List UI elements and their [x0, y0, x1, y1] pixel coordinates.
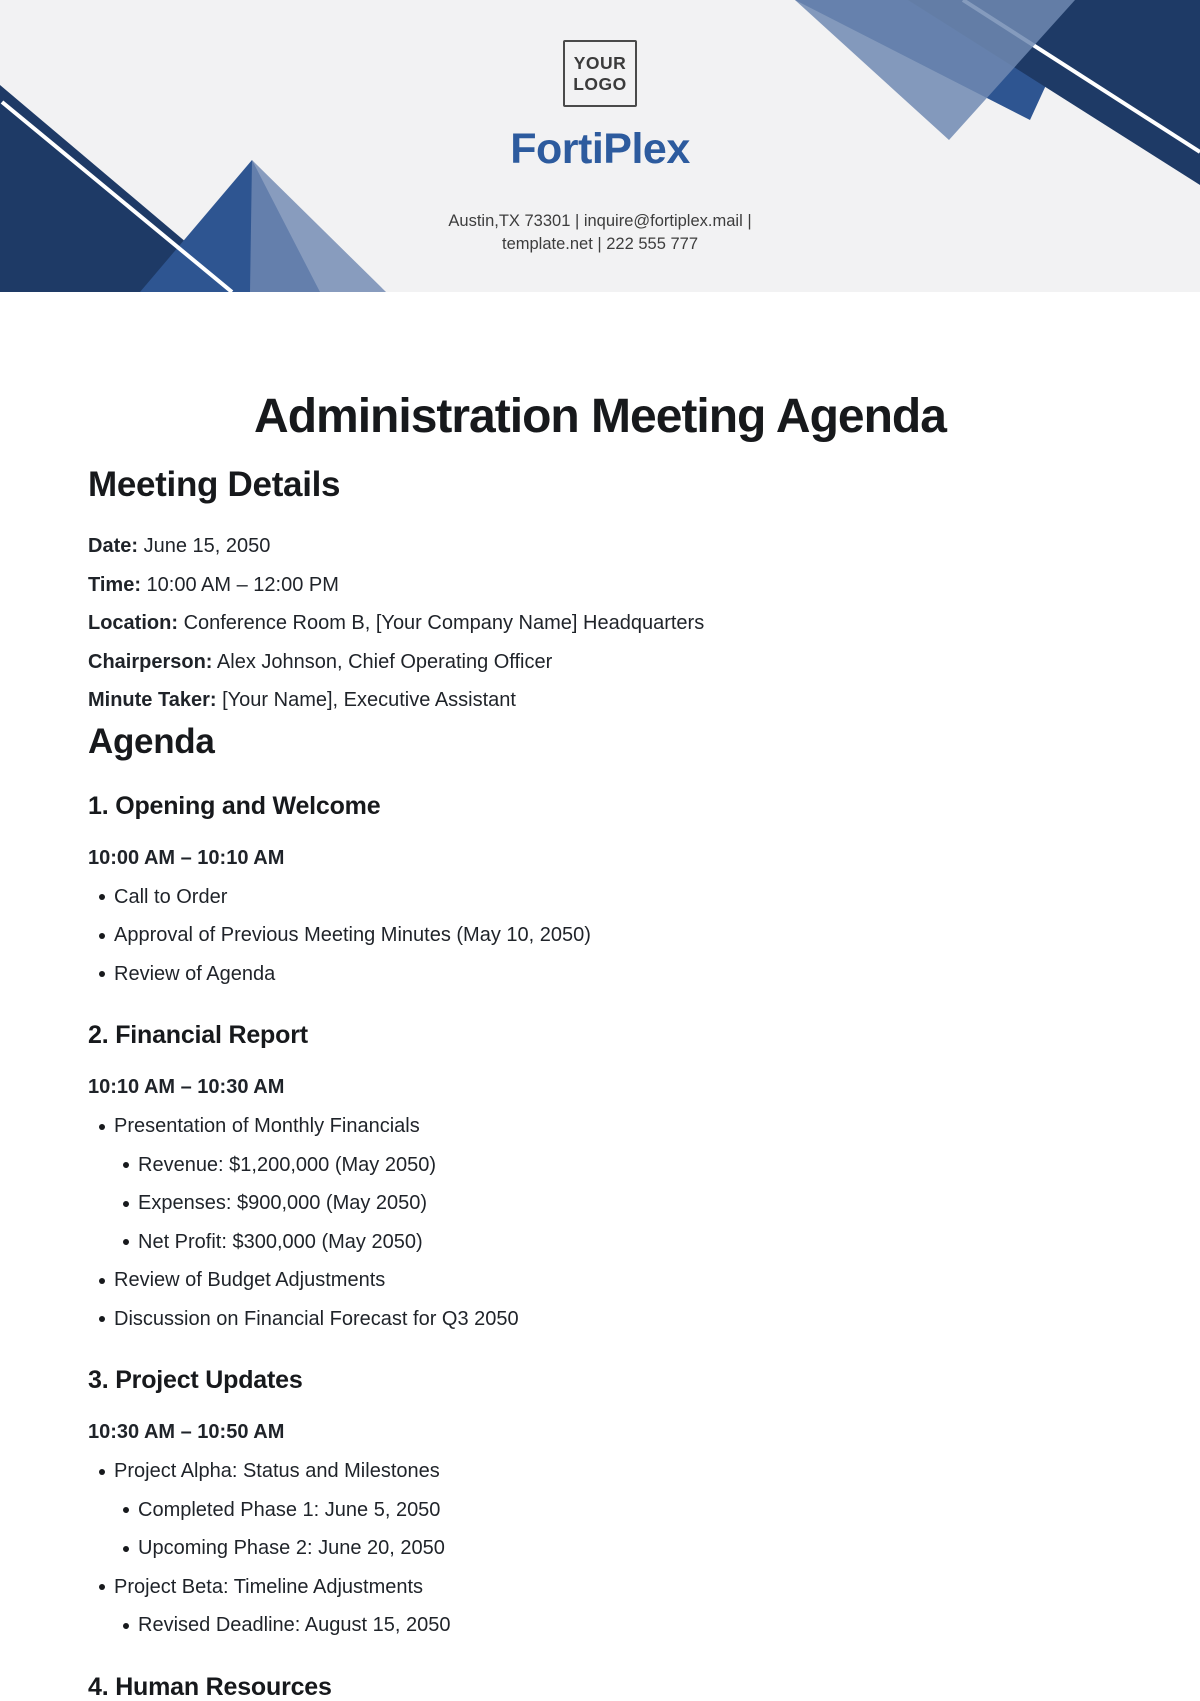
logo-text-line1: YOUR	[573, 52, 627, 73]
agenda-item: Discussion on Financial Forecast for Q3 2050	[88, 1300, 1112, 1339]
meeting-detail-row	[88, 527, 1112, 566]
detail-label: Time:	[88, 573, 141, 596]
detail-value: Conference Room B, [Your Company Name] Headquarters	[183, 612, 705, 634]
detail-value: June 15, 2050	[143, 535, 271, 557]
agenda-item: Net Profit: $300,000 (May 2050)	[88, 1223, 1112, 1262]
agenda-section	[88, 1019, 1112, 1338]
detail-value: 10:00 AM – 12:00 PM	[146, 573, 339, 596]
agenda-item: Upcoming Phase 2: June 20, 2050	[88, 1529, 1112, 1568]
agenda-item: Review of Budget Adjustments	[88, 1261, 1112, 1300]
detail-label: Date:	[88, 535, 139, 557]
detail-label: Chairperson:	[88, 650, 213, 673]
agenda-section	[88, 1671, 1112, 1701]
placeholder-logo	[563, 40, 637, 107]
meeting-details-heading: Meeting Details	[88, 465, 341, 504]
detail-label: Minute Taker:	[88, 689, 217, 711]
detail-label: Location:	[88, 612, 178, 634]
meeting-detail-row	[88, 566, 1112, 605]
agenda-item-list	[88, 1452, 1112, 1645]
contact-info	[0, 210, 1200, 256]
agenda-item-list	[88, 1107, 1112, 1338]
agenda-item: Revenue: $1,200,000 (May 2050)	[88, 1146, 1112, 1185]
agenda-section-time: 10:10 AM – 10:30 AM	[88, 1076, 285, 1098]
agenda-item: Presentation of Monthly Financials	[88, 1107, 1112, 1146]
meeting-detail-row	[88, 604, 1112, 643]
agenda-item: Approval of Previous Meeting Minutes (May 10, 2050)	[88, 916, 1112, 955]
company-name: FortiPlex	[510, 125, 690, 173]
detail-value: Alex Johnson, Chief Operating Officer	[216, 650, 553, 673]
agenda-item: Call to Order	[88, 878, 1112, 917]
agenda-sections	[88, 790, 1112, 1701]
letterhead	[0, 0, 1200, 292]
agenda-item-list	[88, 878, 1112, 994]
logo-text-line2: LOGO	[573, 73, 627, 94]
agenda-item: Project Beta: Timeline Adjustments	[88, 1568, 1112, 1607]
agenda-item: Review of Agenda	[88, 955, 1112, 994]
agenda-section-title: 3. Project Updates	[88, 1366, 303, 1394]
agenda-section-title: 4. Human Resources	[88, 1672, 332, 1701]
meeting-detail-row	[88, 681, 1112, 720]
page-title: Administration Meeting Agenda	[254, 390, 946, 443]
agenda-section	[88, 790, 1112, 994]
agenda-section-time: 10:00 AM – 10:10 AM	[88, 846, 285, 869]
agenda-section-time: 10:30 AM – 10:50 AM	[88, 1421, 285, 1443]
agenda-item: Completed Phase 1: June 5, 2050	[88, 1491, 1112, 1530]
agenda-item: Project Alpha: Status and Milestones	[88, 1452, 1112, 1491]
agenda-item: Expenses: $900,000 (May 2050)	[88, 1184, 1112, 1223]
agenda-section	[88, 1364, 1112, 1645]
contact-line1: Austin,TX 73301 | inquire@fortiplex.mail |	[448, 212, 752, 230]
meeting-details-list	[88, 527, 1112, 720]
detail-value: [Your Name], Executive Assistant	[222, 689, 516, 711]
document-body	[0, 388, 1200, 1701]
agenda-section-title: 1. Opening and Welcome	[88, 791, 381, 820]
agenda-item: Revised Deadline: August 15, 2050	[88, 1606, 1112, 1645]
meeting-detail-row	[88, 643, 1112, 682]
agenda-section-title: 2. Financial Report	[88, 1021, 308, 1049]
contact-line2: template.net | 222 555 777	[501, 235, 699, 253]
agenda-heading: Agenda	[88, 721, 215, 761]
